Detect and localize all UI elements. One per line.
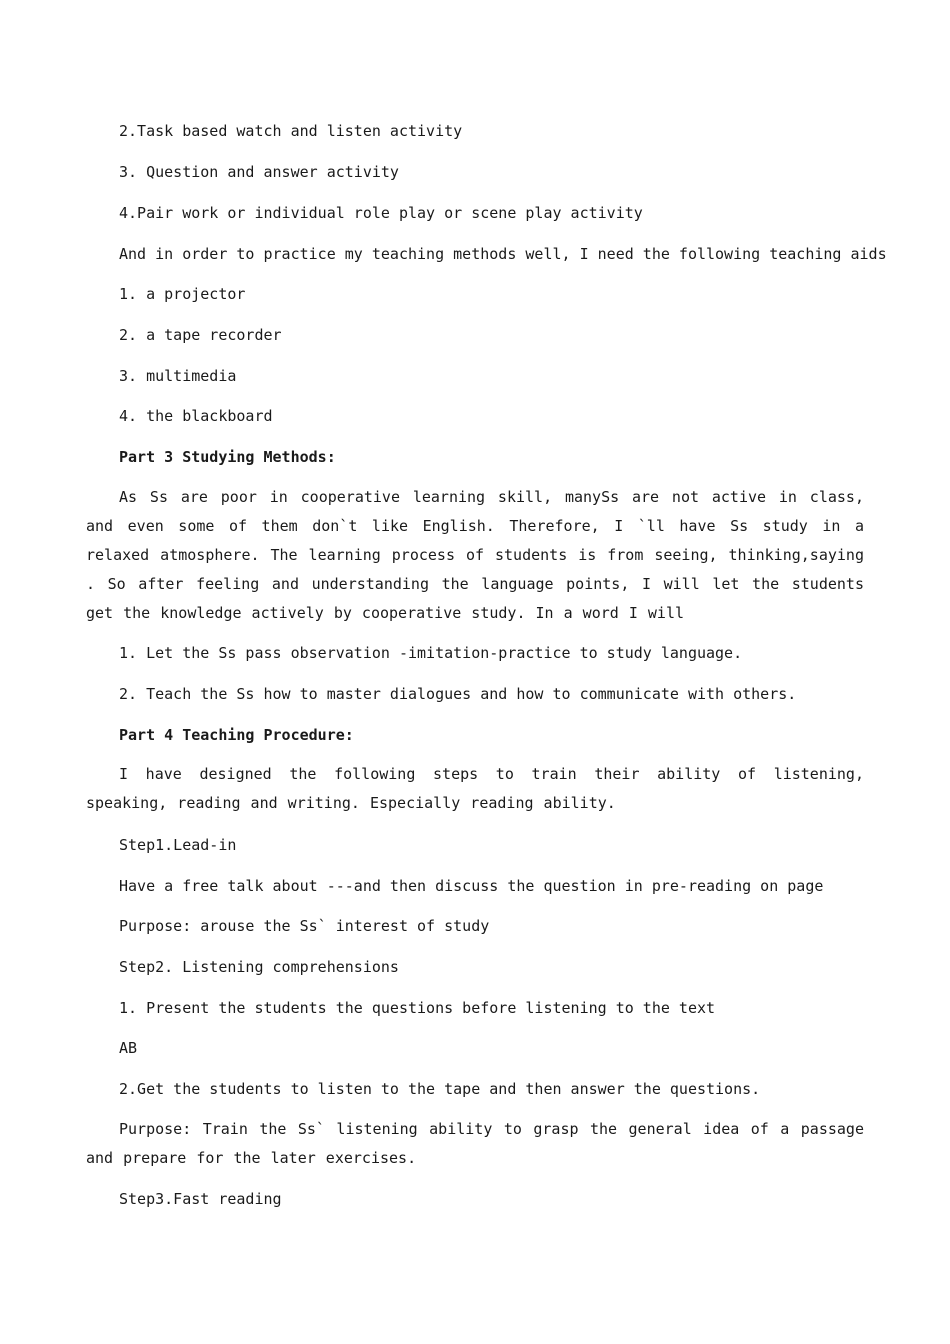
step2-purpose-paragraph: Purpose: Train the Ss` listening ability to grasp the general idea of a passage and prepare for the later exercises.	[86, 1120, 864, 1167]
studying-methods-paragraph: As Ss are poor in cooperative learning skill, manySs are not active in class, and even some of them don`t like English. Therefore, I `ll have Ss study in a relaxed atmosphere. The learning process of students is from seeing, thinking,saying . So after feeling and understanding the language points, I will let the students get the knowledge actively by cooperative study. In a word I will	[86, 488, 864, 622]
study-item-1: 1. Let the Ss pass observation -imitation-practice to study language.	[119, 644, 743, 662]
aid-item-1: 1. a projector	[119, 285, 246, 303]
section-heading-part3: Part 3 Studying Methods:	[119, 448, 336, 466]
study-item-2: 2. Teach the Ss how to master dialogues and how to communicate with others.	[119, 685, 797, 703]
aid-item-2: 2. a tape recorder	[119, 326, 282, 344]
step1-purpose: Purpose: arouse the Ss` interest of study	[119, 917, 490, 935]
method-item-4: 4.Pair work or individual role play or scene play activity	[119, 204, 643, 222]
step2-heading: Step2. Listening comprehensions	[119, 958, 399, 976]
step1-activity: Have a free talk about ---and then discuss the question in pre-reading on page	[119, 877, 824, 895]
procedure-intro-paragraph: I have designed the following steps to train their ability of listening, speaking, reading and writing. Especially reading ability.	[86, 765, 864, 812]
step2-item-1: 1. Present the students the questions before listening to the text	[119, 999, 716, 1017]
method-item-3: 3. Question and answer activity	[119, 163, 399, 181]
step1-heading: Step1.Lead-in	[119, 836, 237, 854]
step2-item-2: 2.Get the students to listen to the tape and then answer the questions.	[119, 1080, 761, 1098]
section-heading-part4: Part 4 Teaching Procedure:	[119, 726, 354, 744]
aid-item-4: 4. the blackboard	[119, 407, 273, 425]
step3-heading: Step3.Fast reading	[119, 1190, 282, 1208]
method-item-2: 2.Task based watch and listen activity	[119, 122, 463, 140]
teaching-aids-intro: And in order to practice my teaching methods well, I need the following teaching aids	[119, 245, 887, 263]
step2-ab: AB	[119, 1039, 138, 1057]
aid-item-3: 3. multimedia	[119, 367, 237, 385]
